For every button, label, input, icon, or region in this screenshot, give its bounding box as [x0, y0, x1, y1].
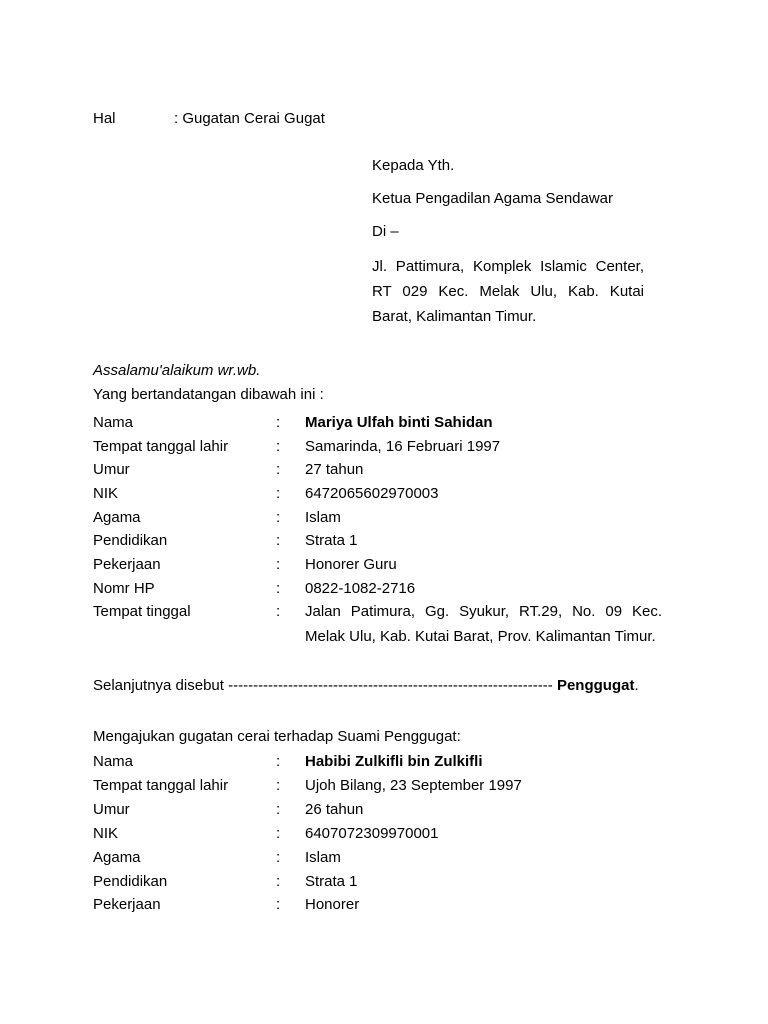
field-label: Agama — [93, 849, 141, 866]
plaintiff-field-row — [93, 532, 662, 556]
intro-text: Yang bertandatangan dibawah ini : — [93, 386, 324, 403]
field-colon: : — [276, 873, 281, 890]
field-colon: : — [276, 532, 281, 549]
field-value: Samarinda, 16 Februari 1997 — [305, 438, 501, 455]
field-label: Pendidikan — [93, 532, 168, 549]
claim-intro: Mengajukan gugatan cerai terhadap Suami Penggugat: — [93, 728, 461, 745]
defendant-field-row — [93, 849, 662, 873]
field-value: Mariya Ulfah binti Sahidan — [305, 414, 493, 431]
designation-role: Penggugat — [556, 677, 635, 694]
field-colon: : — [276, 849, 281, 866]
designation-text: Selanjutnya disebut ----------------------------------------------------------------- — [93, 677, 553, 694]
defendant-field-row — [93, 873, 662, 897]
plaintiff-field-row — [93, 485, 662, 509]
field-value: Habibi Zulkifli bin Zulkifli — [305, 753, 483, 770]
field-label: Umur — [93, 461, 130, 478]
field-colon: : — [276, 801, 281, 818]
field-label: NIK — [93, 825, 119, 842]
plaintiff-field-row — [93, 509, 662, 533]
field-value: 6472065602970003 — [305, 485, 439, 502]
designation-end: . — [634, 677, 639, 694]
addressee-greeting: Kepada Yth. — [372, 157, 455, 174]
plaintiff-field-row — [93, 438, 662, 462]
field-value: Jalan Patimura, Gg. Syukur, RT.29, No. 09 Kec. Melak Ulu, Kab. Kutai Barat, Prov. Kalimantan Timur. — [305, 603, 662, 645]
field-colon: : — [276, 438, 281, 455]
field-colon: : — [276, 414, 281, 431]
plaintiff-field-row — [93, 556, 662, 580]
field-label: Tempat tanggal lahir — [93, 438, 229, 455]
field-colon: : — [276, 485, 281, 502]
addressee-di: Di – — [372, 223, 399, 240]
field-value: Islam — [305, 849, 341, 866]
field-value: Strata 1 — [305, 532, 358, 549]
field-label: Pekerjaan — [93, 556, 161, 573]
field-value: 26 tahun — [305, 801, 364, 818]
field-colon: : — [276, 825, 281, 842]
field-colon: : — [276, 896, 281, 913]
field-colon: : — [276, 603, 281, 620]
field-label: Pendidikan — [93, 873, 168, 890]
field-label: Tempat tinggal — [93, 603, 191, 620]
field-label: Umur — [93, 801, 130, 818]
field-colon: : — [276, 753, 281, 770]
subject-value: : Gugatan Cerai Gugat — [174, 110, 325, 127]
field-value: Islam — [305, 509, 341, 526]
defendant-field-row — [93, 777, 662, 801]
defendant-field-row — [93, 801, 662, 825]
field-colon: : — [276, 556, 281, 573]
field-label: Nomr HP — [93, 580, 155, 597]
field-label: Pekerjaan — [93, 896, 161, 913]
defendant-field-row — [93, 825, 662, 849]
plaintiff-field-row — [93, 461, 662, 485]
field-value: Honorer — [305, 896, 360, 913]
field-colon: : — [276, 580, 281, 597]
field-colon: : — [276, 509, 281, 526]
greeting: Assalamu'alaikum wr.wb. — [93, 362, 261, 379]
defendant-field-row — [93, 896, 662, 920]
field-value: Honorer Guru — [305, 556, 397, 573]
designation-line — [93, 677, 662, 694]
field-value: Ujoh Bilang, 23 September 1997 — [305, 777, 522, 794]
field-value: 0822-1082-2716 — [305, 580, 416, 597]
field-value: 6407072309970001 — [305, 825, 439, 842]
field-value: Strata 1 — [305, 873, 358, 890]
field-value: 27 tahun — [305, 461, 364, 478]
field-label: Nama — [93, 753, 134, 770]
field-label: Tempat tanggal lahir — [93, 777, 229, 794]
defendant-field-row — [93, 753, 662, 777]
plaintiff-field-row — [93, 414, 662, 438]
field-colon: : — [276, 461, 281, 478]
field-label: Nama — [93, 414, 134, 431]
plaintiff-field-row — [93, 603, 662, 675]
addressee-title: Ketua Pengadilan Agama Sendawar — [372, 190, 614, 207]
field-label: Agama — [93, 509, 141, 526]
subject-label: Hal — [93, 110, 116, 127]
field-label: NIK — [93, 485, 119, 502]
addressee-address: Jl. Pattimura, Komplek Islamic Center, RT 029 Kec. Melak Ulu, Kab. Kutai Barat, Kalimantan Timur. — [372, 258, 644, 325]
field-colon: : — [276, 777, 281, 794]
